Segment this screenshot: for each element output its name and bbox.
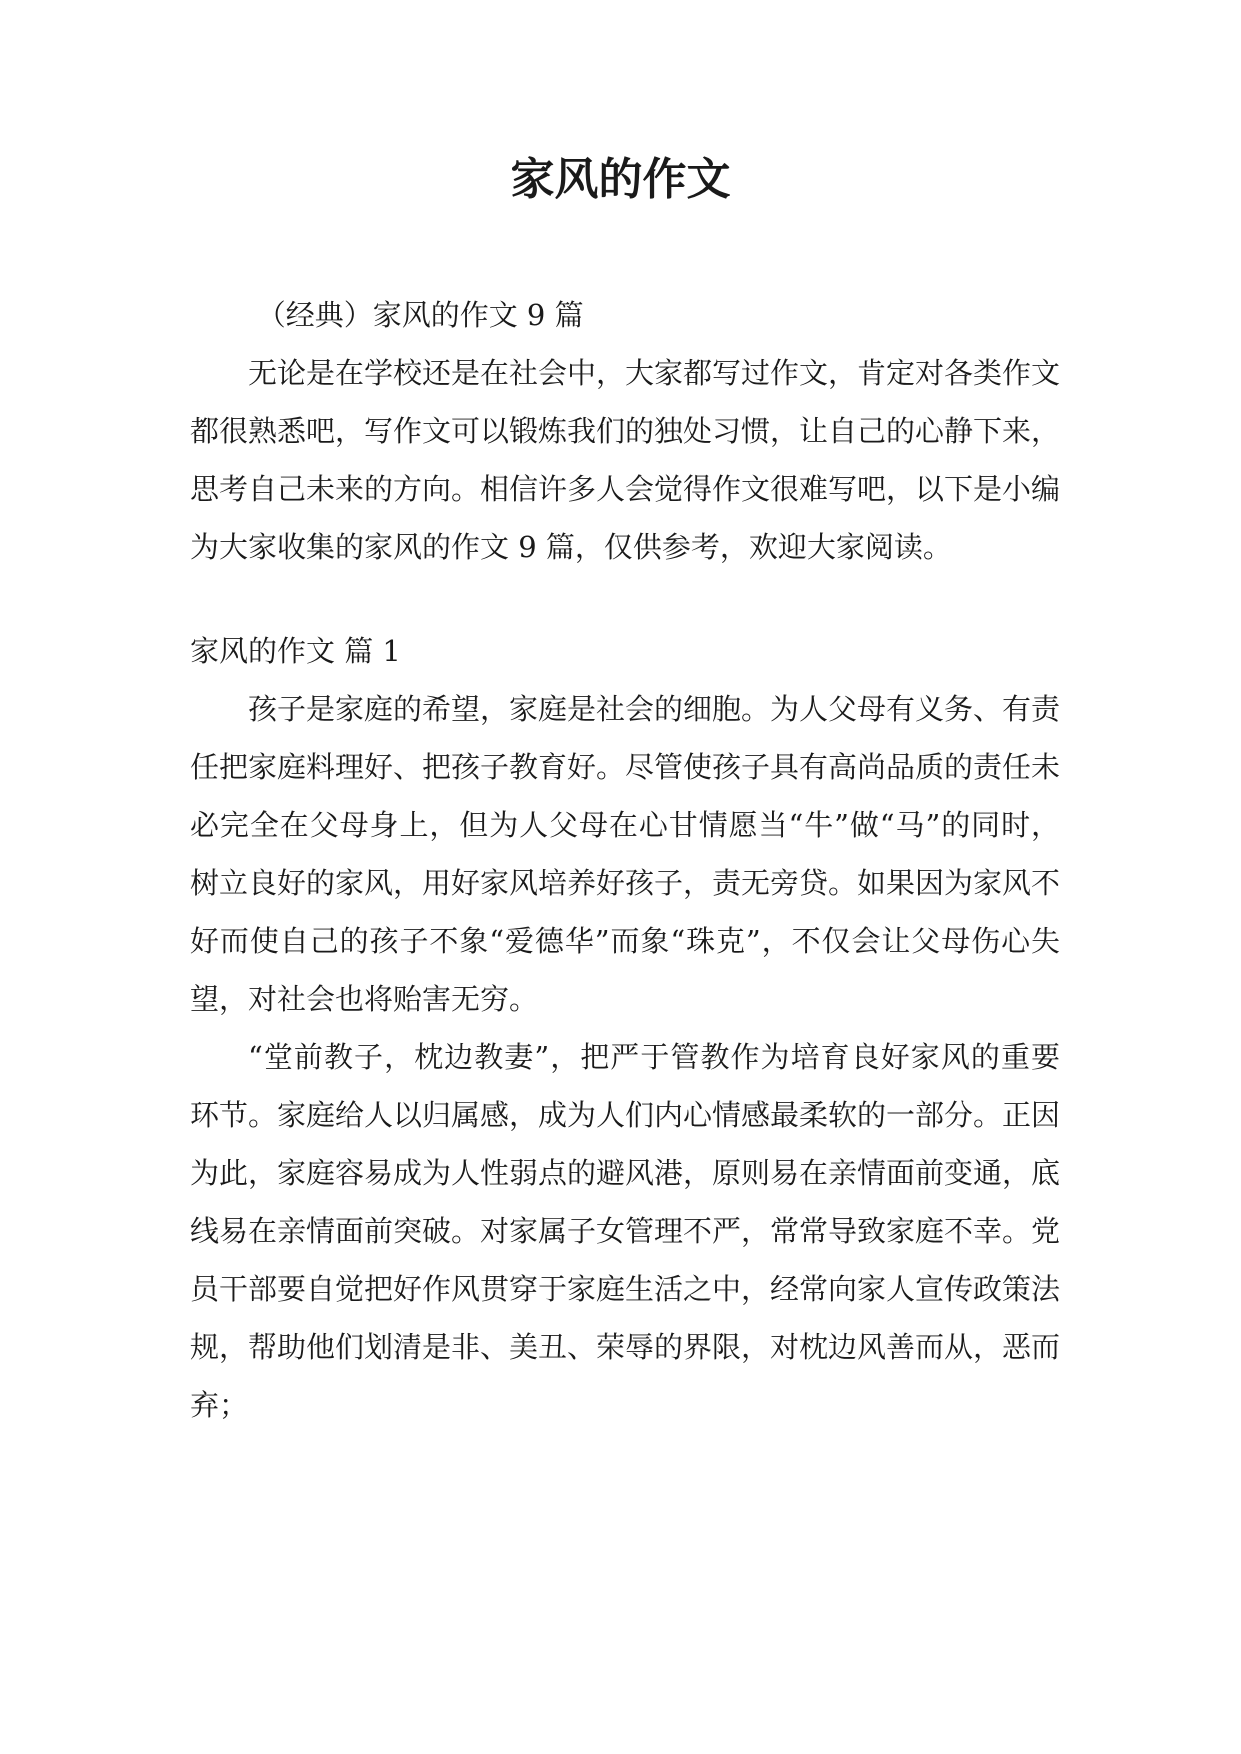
section-paragraph: 孩子是家庭的希望，家庭是社会的细胞。为人父母有义务、有责任把家庭料理好、把孩子教育好。尽管使孩子具有高尚品质的责任未必完全在父母身上，但为人父母在心甘情愿当“牛”做“马”的同时，树立良好的家风，用好家风培养好孩子，责无旁贷。如果因为家风不好而使自己的孩子不象“爱德华”而象“珠克”，不仅会让父母伤心失望，对社会也将贻害无穷。	[190, 692, 1061, 1016]
section-paragraph: “堂前教子，枕边教妻”，把严于管教作为培育良好家风的重要环节。家庭给人以归属感，成为人们内心情感最柔软的一部分。正因为此，家庭容易成为人性弱点的避风港，原则易在亲情面前变通，底线易在亲情面前突破。对家属子女管理不严，常常导致家庭不幸。党员干部要自觉把好作风贯穿于家庭生活之中，经常向家人宣传政策法规，帮助他们划清是非、美丑、荣辱的界限，对枕边风善而从，恶而弃；	[190, 1040, 1061, 1422]
section-heading: 家风的作文 篇 1	[190, 634, 401, 668]
document-title: 家风的作文	[510, 154, 731, 205]
intro-paragraph: 无论是在学校还是在社会中，大家都写过作文，肯定对各类作文都很熟悉吧，写作文可以锻炼我们的独处习惯，让自己的心静下来，思考自己未来的方向。相信许多人会觉得作文很难写吧，以下是小编为大家收集的家风的作文 9 篇，仅供参考，欢迎大家阅读。	[190, 356, 1061, 564]
document-subtitle: （经典）家风的作文 9 篇	[256, 298, 584, 332]
document-body	[190, 286, 1060, 1434]
